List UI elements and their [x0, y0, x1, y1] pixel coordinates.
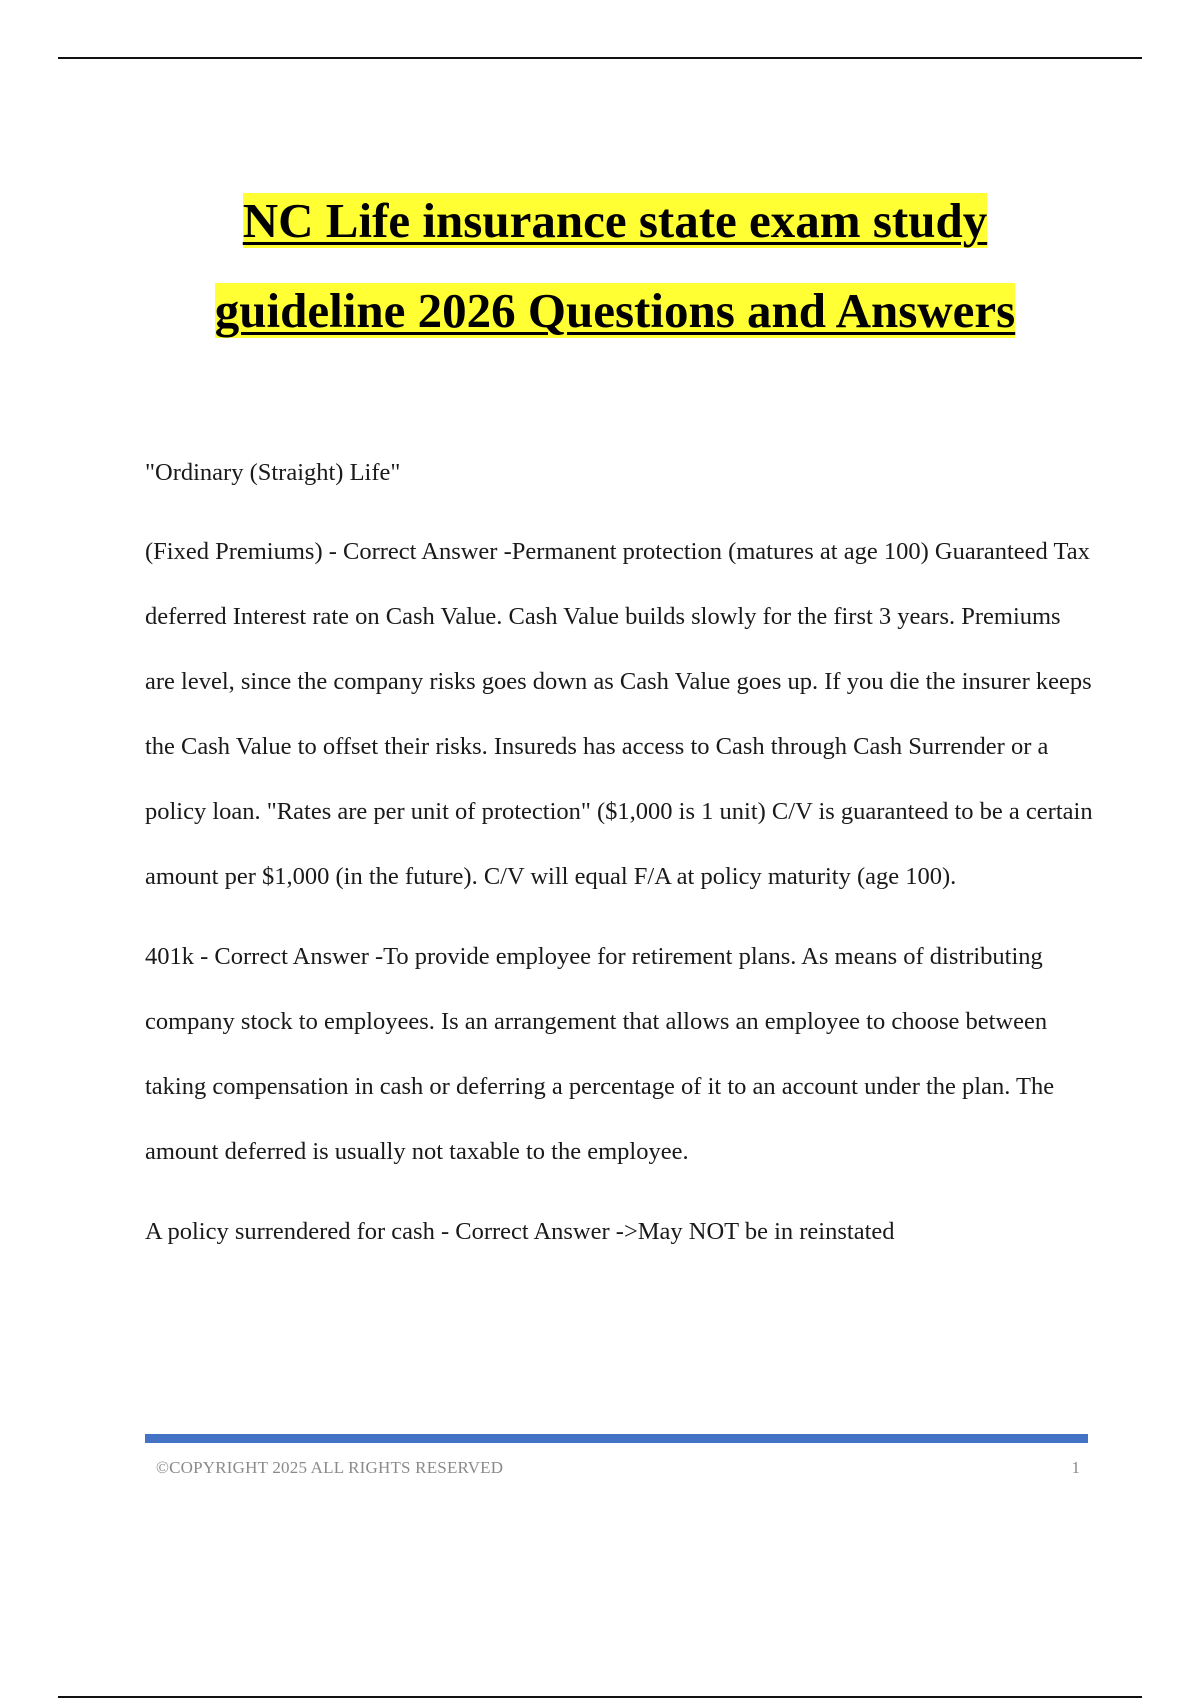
- page-number: 1: [1071, 1458, 1080, 1477]
- footer-divider-bar: [145, 1434, 1088, 1443]
- bottom-page-rule: [58, 1696, 1142, 1698]
- qa-entry-ordinary-life: (Fixed Premiums) - Correct Answer -Permanent protection (matures at age 100) Guaranteed Tax deferred Interest rate on Cash Value. Cash Value builds slowly for the first 3 years. Premiums are level, since the company risks goes down as Cash Value goes up. If you die the insurer keeps the Cash Value to offset their risks. Insureds has access to Cash through Cash Surrender or a policy loan. "Rates are per unit of protection" ($1,000 is 1 unit) C/V is guaranteed to be a certain amount per $1,000 (in the future). C/V will equal F/A at policy maturity (age 100).: [145, 538, 1093, 890]
- qa-entry-policy-surrendered: A policy surrendered for cash - Correct Answer ->May NOT be in reinstated: [145, 1218, 895, 1245]
- title-line-2: guideline 2026 Questions and Answers: [214, 283, 1016, 338]
- title-line-1: NC Life insurance state exam study: [242, 193, 988, 248]
- qa-entry-401k: 401k - Correct Answer -To provide employee for retirement plans. As means of distributing company stock to employees. Is an arrangement that allows an employee to choose between taking compensation in cash or deferring a percentage of it to an account under the plan. The amount deferred is usually not taxable to the employee.: [145, 943, 1055, 1165]
- top-page-rule: [58, 57, 1142, 59]
- section-heading: "Ordinary (Straight) Life": [145, 459, 401, 486]
- footer-copyright: ©COPYRIGHT 2025 ALL RIGHTS RESERVED: [156, 1458, 504, 1477]
- document-title: [145, 176, 1085, 356]
- document-body: [145, 440, 1095, 1279]
